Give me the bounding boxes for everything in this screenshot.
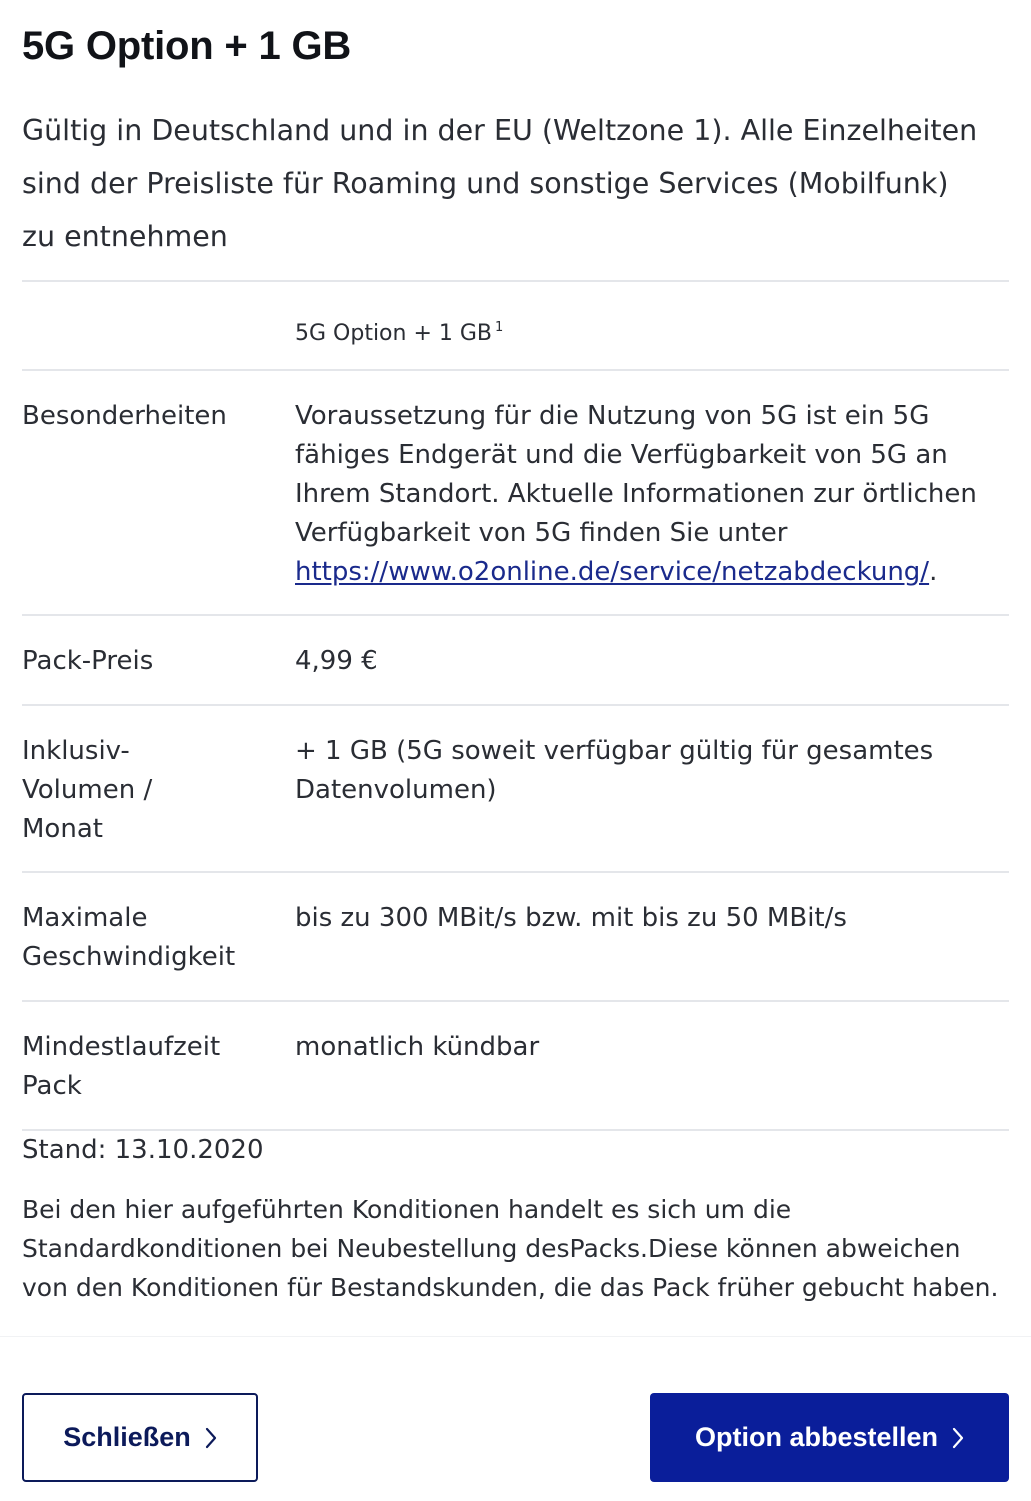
- row-value-besonderheiten: [295, 397, 995, 592]
- footnote-marker: 1: [495, 320, 504, 335]
- intro-text: Gültig in Deutschland und in der EU (Weltzone 1). Alle Einzelheiten sind der Preisliste für Roaming und sonstige Services (Mobilfunk) zu entnehmen: [22, 114, 978, 253]
- conditions-note: Bei den hier aufgeführten Konditionen handelt es sich um die Standardkonditionen bei Neubestellung desPacks.Diese können abweichen von den Konditionen für Bestandskunden, die das Pack früher gebucht haben.: [22, 1195, 999, 1302]
- divider: [22, 704, 1009, 706]
- row-value-mindestlaufzeit: monatlich kündbar: [295, 1032, 540, 1062]
- chevron-right-icon: [952, 1427, 964, 1449]
- row-value-inklusiv-volumen: + 1 GB (5G soweit verfügbar gültig für gesamtes Datenvolumen): [295, 736, 934, 805]
- cancel-option-button-label: Option abbestellen: [694, 1422, 939, 1452]
- table-header-label: 5G Option + 1 GB: [295, 321, 493, 346]
- divider: [22, 871, 1009, 873]
- table-header: [295, 313, 995, 349]
- row-value-pack-preis: 4,99 €: [295, 646, 378, 676]
- besonderheiten-text: Voraussetzung für die Nutzung von 5G ist ein 5G fähiges Endgerät und die Verfügbarkeit von 5G an Ihrem Standort. Aktuelle Informationen zur örtlichen Verfügbarkeit von 5G finden Sie unter: [295, 401, 977, 548]
- action-footer: [0, 1336, 1031, 1501]
- row-label-inklusiv-volumen: Inklusiv-Volumen / Monat: [22, 736, 153, 844]
- row-label-besonderheiten: Besonderheiten: [22, 401, 227, 431]
- divider: [22, 280, 1009, 282]
- page-title: 5G Option + 1 GB: [22, 24, 352, 68]
- divider: [22, 1129, 1009, 1131]
- row-label-mindestlaufzeit: Mindestlaufzeit Pack: [22, 1032, 221, 1101]
- stand-date: Stand: 13.10.2020: [22, 1135, 264, 1165]
- chevron-right-icon: [205, 1427, 217, 1449]
- close-button-label: Schließen: [63, 1422, 191, 1452]
- cancel-option-button[interactable]: [650, 1393, 1009, 1482]
- close-button[interactable]: [22, 1393, 258, 1482]
- divider: [22, 369, 1009, 371]
- row-value-max-speed: bis zu 300 MBit/s bzw. mit bis zu 50 MBit/s: [295, 903, 847, 933]
- row-label-max-speed: Maximale Geschwindigkeit: [22, 903, 236, 972]
- network-coverage-link[interactable]: https://www.o2online.de/service/netzabdeckung/: [295, 557, 930, 587]
- link-suffix: .: [929, 557, 938, 587]
- divider: [22, 1000, 1009, 1002]
- row-label-pack-preis: Pack-Preis: [22, 646, 154, 676]
- divider: [22, 614, 1009, 616]
